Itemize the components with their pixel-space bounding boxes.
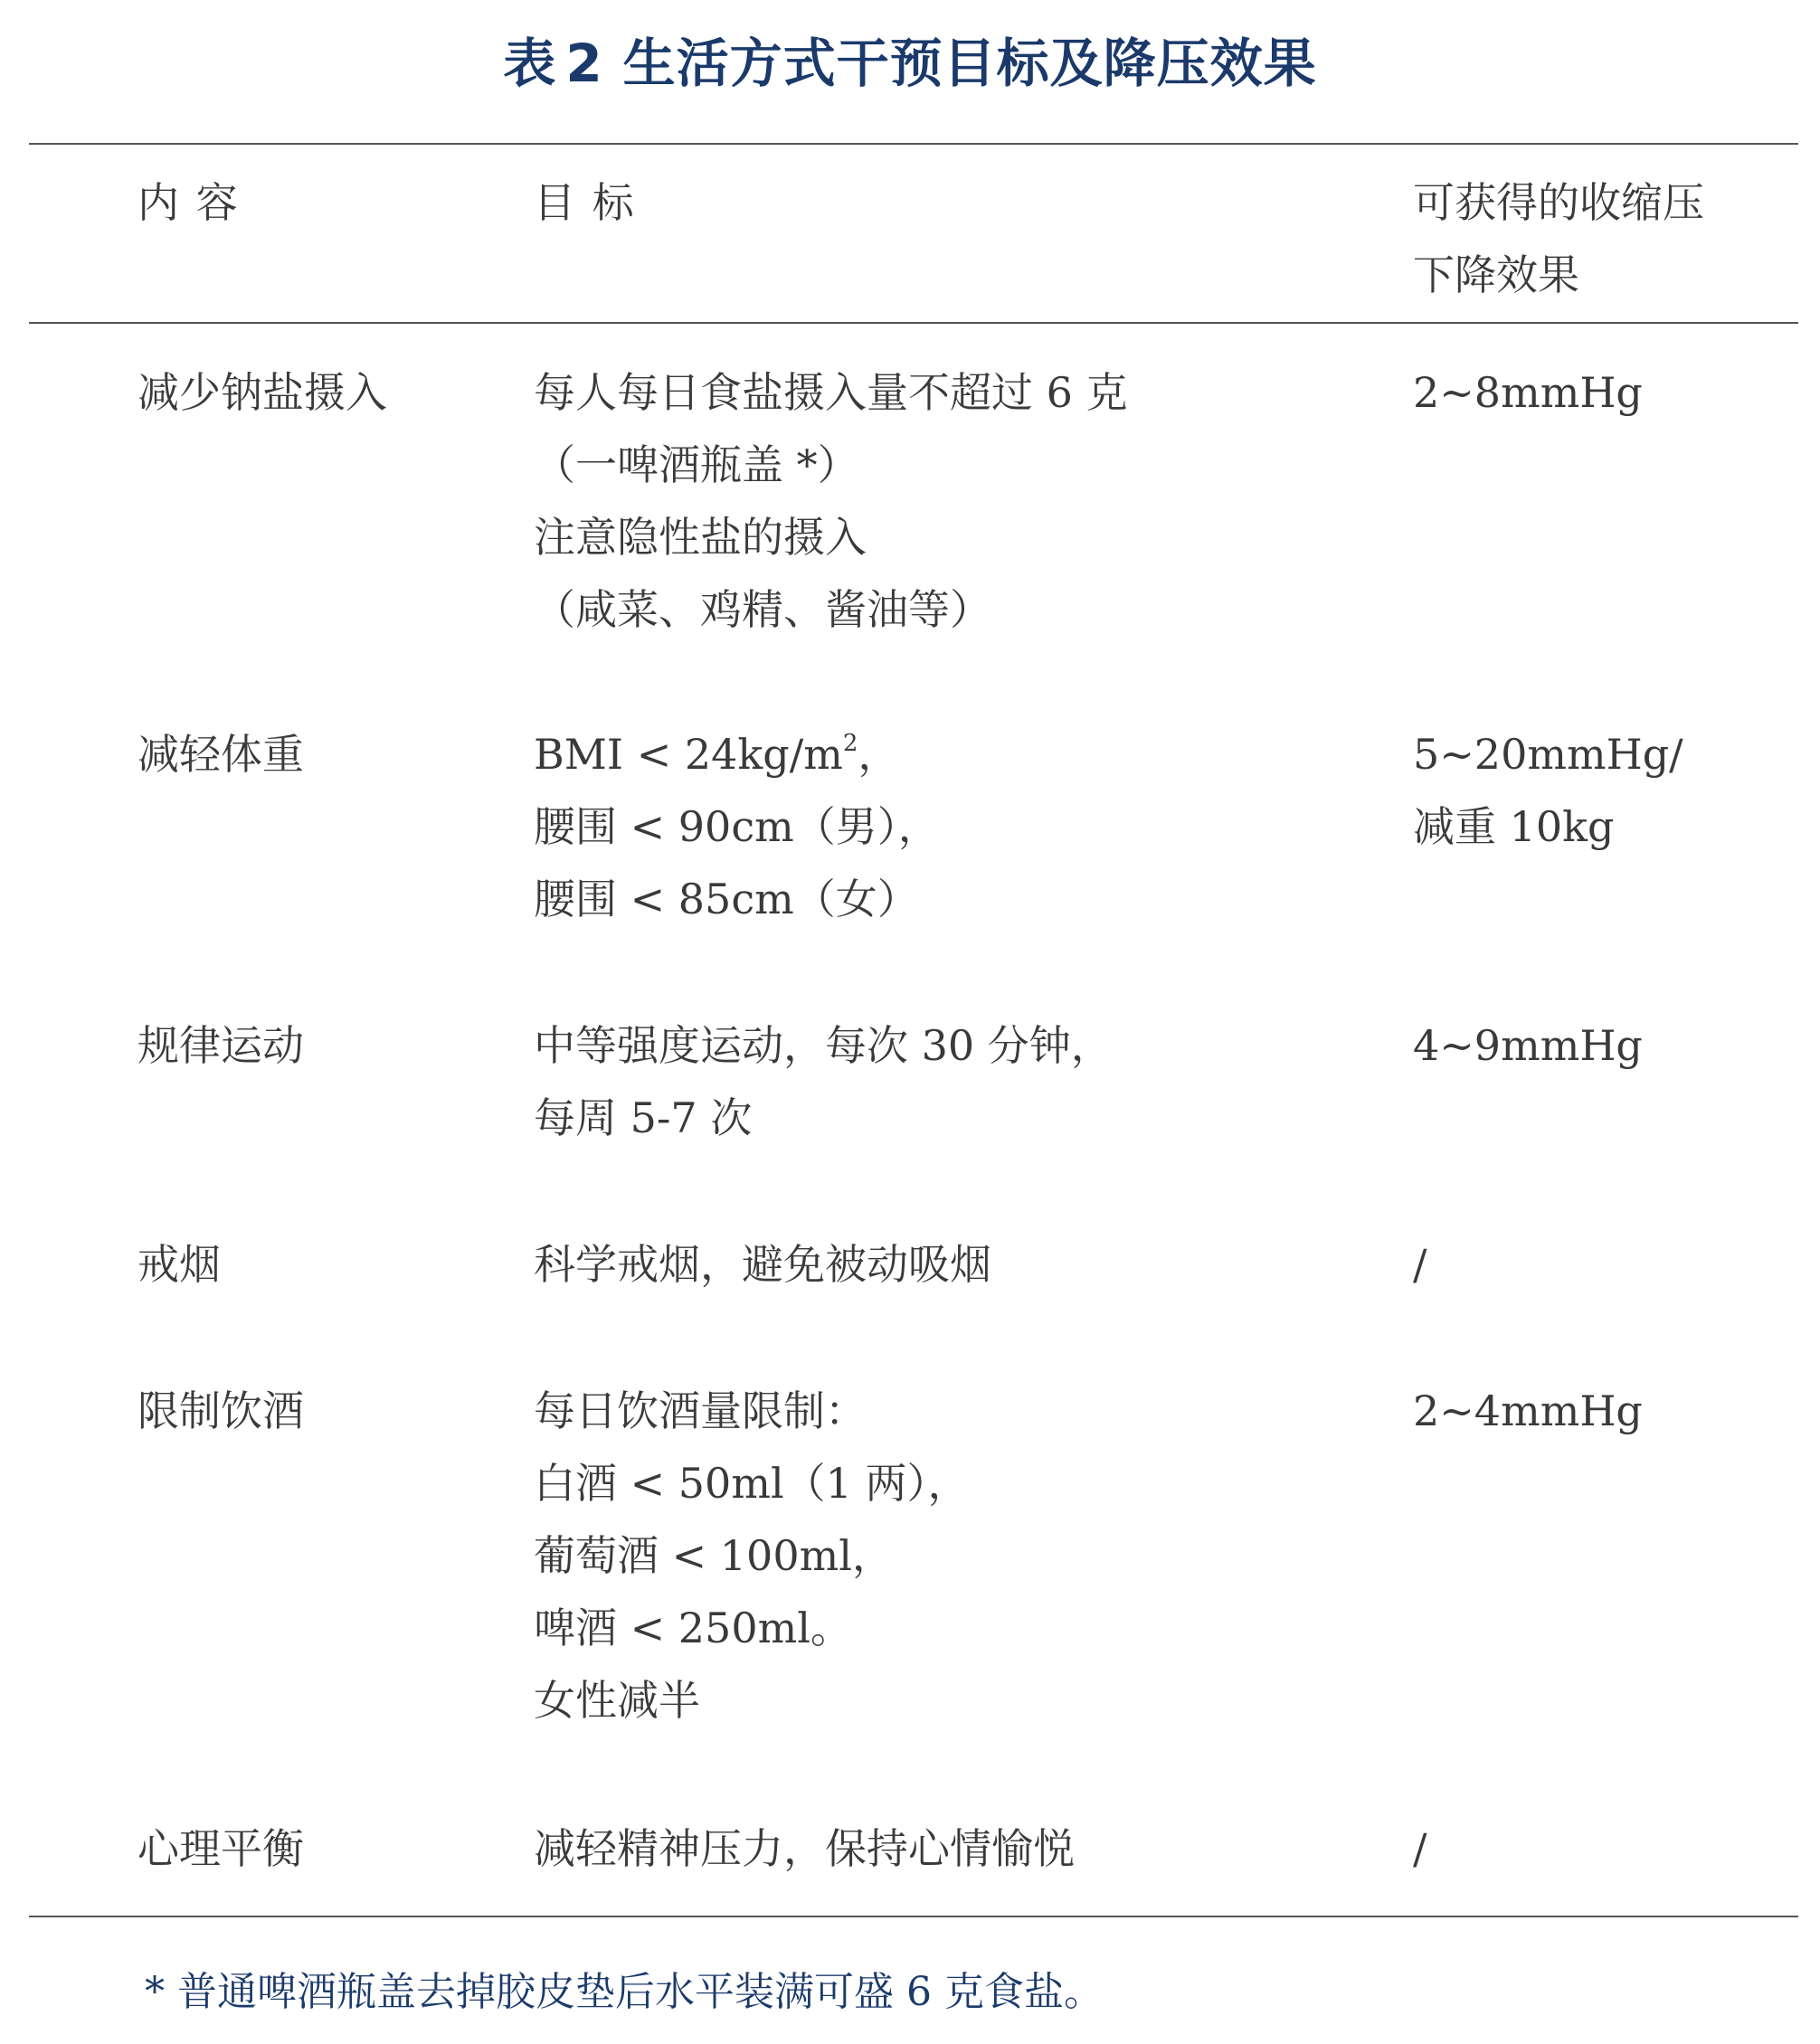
row-effect-5-line: 2~4mmHg [1413,1386,1643,1435]
row-effect-3 [1413,1009,1643,1082]
row-target-6-line: 减轻精神压力，保持心情愉悦 [534,1824,1075,1873]
row-content-3: 规律运动 [137,1021,304,1070]
table-title-text: 生活方式干预目标及降压效果 [622,33,1317,94]
row-target-5-line: 啤酒 < 250ml。 [534,1604,852,1652]
row-target-3-line: 每周 5-7 次 [534,1093,753,1142]
row-effect-2-line: 减重 10kg [1413,802,1615,851]
table-footnote: * 普通啤酒瓶盖去掉胶皮垫后水平装满可盛 6 克食盐。 [145,1969,1104,2015]
row-content-5: 限制饮酒 [137,1386,304,1435]
row-effect-1-line: 2~8mmHg [1413,368,1643,417]
row-target-3-line: 中等强度运动，每次 30 分钟， [534,1021,1113,1070]
bmi-tail: ， [858,730,900,779]
row-effect-6 [1413,1812,1427,1885]
row-target-3 [534,1009,1113,1154]
row-target-5-line: 女性减半 [534,1676,700,1725]
row-target-1-line: （咸菜、鸡精、酱油等） [534,585,991,634]
row-target-5-line: 白酒 < 50ml（1 两）， [534,1459,970,1508]
table-top-rule [29,143,1798,145]
row-target-1-line: （一啤酒瓶盖 *） [534,440,859,489]
row-target-5-line: 每日饮酒量限制： [534,1386,867,1435]
row-target-1-line: 每人每日食盐摄入量不超过 6 克 [534,368,1128,417]
row-content-1: 减少钠盐摄入 [137,368,387,417]
table-bottom-rule [29,1916,1798,1917]
row-content-2: 减轻体重 [137,730,304,779]
table-header-rule [29,322,1798,324]
row-effect-2-line: 5~20mmHg/ [1413,730,1683,779]
row-target-4-line: 科学戒烟，避免被动吸烟 [534,1240,991,1289]
row-target-6 [534,1812,1075,1885]
row-target-1-line: 注意隐性盐的摄入 [534,513,867,562]
bmi-superscript: 2 [842,729,858,757]
row-content-6: 心理平衡 [137,1824,304,1873]
row-target-5 [534,1375,970,1736]
header-effect-line1: 可获得的收缩压 [1413,178,1704,227]
row-target-5-line: 葡萄酒 < 100ml， [534,1531,894,1580]
row-target-2-line: 腰围 < 85cm（女） [534,875,919,923]
table-title [0,27,1820,99]
table-title-number: 2 [565,33,603,94]
row-target-2 [534,718,940,935]
header-target: 目 标 [534,178,636,227]
row-content-4: 戒烟 [137,1240,221,1289]
row-effect-4-line: / [1413,1240,1427,1289]
row-effect-1 [1413,356,1643,429]
row-target-2-line [534,718,940,790]
row-target-2-line: 腰围 < 90cm（男）， [534,802,940,851]
row-target-1 [534,356,1128,646]
row-effect-3-line: 4~9mmHg [1413,1021,1643,1070]
row-effect-4 [1413,1228,1427,1301]
table-title-prefix: 表 [503,33,557,94]
header-content: 内 容 [137,178,240,227]
bmi-text: BMI < 24kg/m [534,730,843,779]
row-effect-5 [1413,1375,1643,1447]
header-effect-line2: 下降效果 [1413,251,1579,299]
row-effect-2 [1413,718,1683,863]
header-effect [1413,166,1704,311]
row-target-4 [534,1228,991,1301]
row-effect-6-line: / [1413,1824,1427,1873]
